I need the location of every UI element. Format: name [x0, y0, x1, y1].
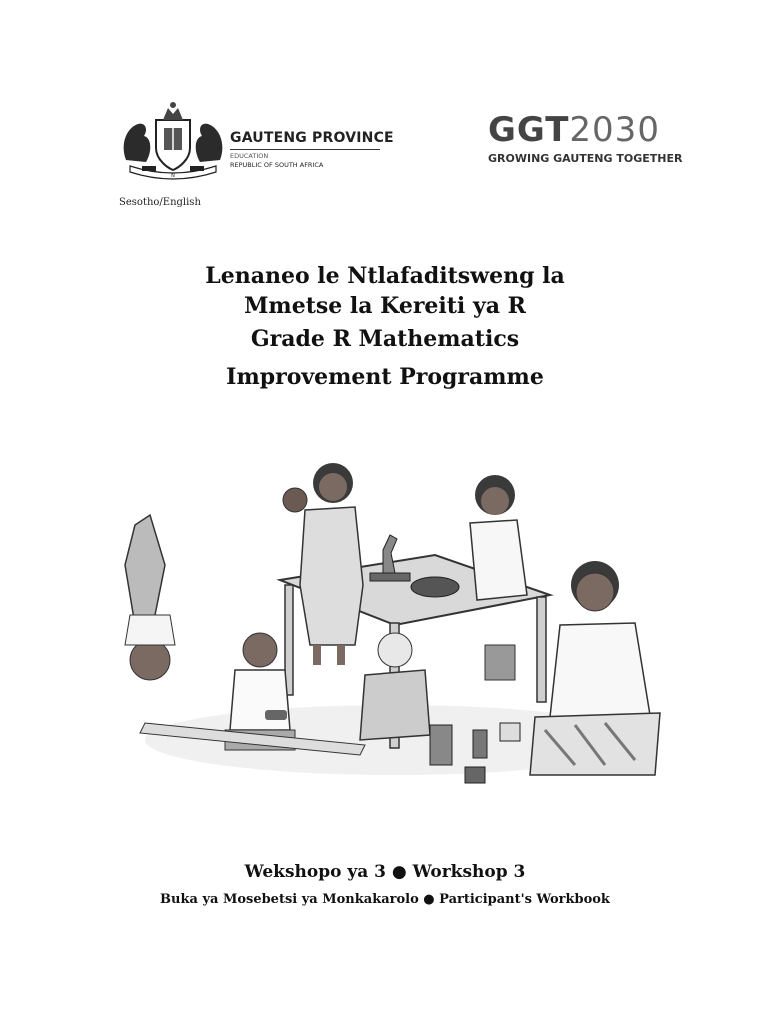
country-name: REPUBLIC OF SOUTH AFRICA	[230, 161, 324, 169]
title-line-2: Mmetse la Kereiti ya R	[244, 293, 526, 319]
title-line-1: Lenaneo le Ntlafaditsweng la	[205, 263, 565, 289]
language-label: Sesotho/English	[119, 197, 201, 208]
ggt-bold-text: GGT	[488, 110, 570, 150]
gauteng-province-logo	[118, 100, 394, 180]
ggt-wordmark	[488, 112, 660, 148]
workshop-line: Wekshopo ya 3 ● Workshop 3	[244, 862, 526, 882]
divider	[230, 149, 380, 150]
title-line-4: Improvement Programme	[226, 364, 544, 390]
ggt-tagline: GROWING GAUTENG TOGETHER	[488, 152, 683, 165]
ggt-year-text: 2030	[569, 110, 660, 150]
coat-of-arms-icon	[118, 100, 228, 180]
title-line-3: Grade R Mathematics	[250, 326, 520, 352]
svg-text:N: N	[171, 173, 175, 179]
province-name: GAUTENG PROVINCE	[230, 130, 394, 146]
ggt2030-logo	[488, 112, 688, 168]
department-name: EDUCATION	[230, 152, 269, 160]
children-playing-illustration	[105, 455, 670, 790]
workbook-line: Buka ya Mosebetsi ya Monkakarolo ● Participant's Workbook	[160, 892, 610, 907]
